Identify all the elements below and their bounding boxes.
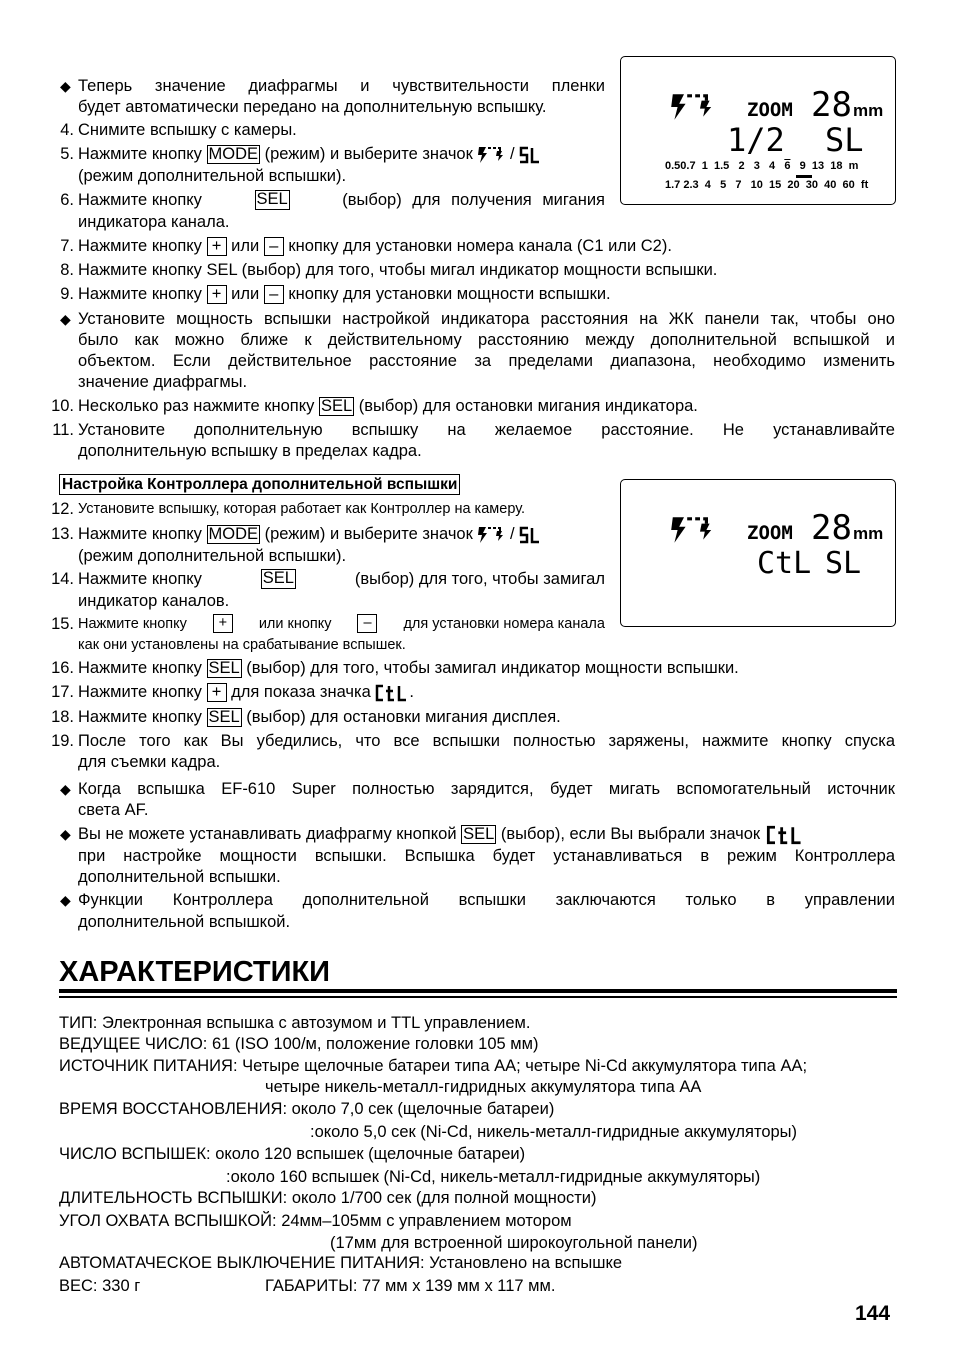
spec-line: четыре никель-металл-гидридных аккумулятора типа АА [265, 1078, 702, 1096]
step-number: 9. [60, 285, 74, 303]
text-line: Функции Контроллера дополнительной вспышки заключаются только в управлении [78, 891, 895, 909]
spec-line: ГАБАРИТЫ: 77 мм х 139 мм х 117 мм. [265, 1277, 556, 1295]
text-line: как они установлены на срабатывание вспышек. [78, 637, 406, 653]
sel-key-label: SEL [320, 397, 353, 415]
spec-line: АВТОМАТАЧЕСКОЕ ВЫКЛЮЧЕНИЕ ПИТАНИЯ: Установлено на вспышке [59, 1254, 623, 1272]
sel-key-label: SEL [463, 825, 495, 843]
step-number: 17. [51, 683, 74, 701]
sel-key-label: SEL [256, 190, 288, 208]
spec-line: УГОЛ ОХВАТА ВСПЫШКОЙ: 24мм–105мм с управлением мотором [59, 1212, 572, 1230]
wireless-flash-icon [477, 525, 505, 545]
sel-key-label: SEL [262, 569, 294, 587]
step-line: Нажмите кнопку + или – кнопку для установки номера канала (С1 или С2). [78, 237, 672, 256]
step-number: 4. [60, 121, 74, 139]
step-number: 14. [51, 570, 74, 588]
zoom-label: ZOOM [747, 99, 793, 121]
minus-key-label: – [264, 237, 284, 256]
focal-length: 28 [811, 85, 852, 125]
spec-line: ИСТОЧНИК ПИТАНИЯ: Четыре щелочные батареи типа АА; четыре Ni-Cd аккумулятора типа АА; [59, 1057, 808, 1075]
text-line: дополнительной вспышкой. [78, 913, 291, 931]
step-number: 12. [51, 500, 74, 518]
step-line [78, 190, 605, 210]
plus-key-label: + [207, 683, 227, 702]
zoom-label: ZOOM [747, 522, 793, 544]
controller-icon [375, 684, 409, 702]
focal-length: 28 [811, 508, 852, 548]
text-line: было как можно ближе к действительному расстоянию между дополнительной вспышкой и [78, 331, 895, 349]
slave-mode-label: SL [825, 546, 862, 581]
wireless-flash-icon [669, 91, 715, 123]
text: / [510, 145, 515, 163]
step-number: 16. [51, 659, 74, 677]
text: Нажмите кнопку [78, 191, 202, 209]
text: Нажмите кнопку [78, 145, 202, 163]
text-line: Нажмите кнопку SEL (выбор) для того, чтобы мигал индикатор мощности вспышки. [78, 261, 718, 279]
step-number: 13. [51, 525, 74, 543]
text-line: После того как Вы убедились, что все вспышки полностью заряжены, нажмите кнопку спуска [78, 732, 895, 750]
spec-line: ТИП: Электронная вспышка с автозумом и TTL управлением. [59, 1014, 531, 1032]
text-line: света AF. [78, 801, 149, 819]
minus-key-label: – [264, 285, 284, 304]
sel-key-label: SEL [208, 659, 240, 677]
bullet: ◆ [60, 892, 71, 908]
text-line: Теперь значение диафрагмы и чувствительности пленки [78, 77, 605, 95]
page-number: 144 [855, 1302, 891, 1325]
text: (выбор) для получения мигания [342, 191, 605, 209]
distance-indicator-bar [796, 175, 812, 178]
lcd-panel-controller [620, 479, 896, 627]
step-line: Несколько раз нажмите кнопку SEL (выбор) для остановки мигания индикатора. [78, 397, 698, 415]
text-line: Установите вспышку, которая работает как Контроллер на камеру. [78, 501, 526, 517]
bullet: ◆ [60, 78, 71, 94]
text-line: Установите мощность вспышки настройкой индикатора расстояния на ЖК панели так, чтобы оно [78, 310, 895, 328]
bullet: ◆ [60, 781, 71, 797]
title-rule [59, 989, 897, 993]
step-line: Вы не можете устанавливать диафрагму кнопкой SEL (выбор), если Вы выбрали значок [78, 824, 805, 845]
spec-line: ДЛИТЕЛЬНОСТЬ ВСПЫШКИ: около 1/700 сек (для полной мощности) [59, 1189, 597, 1207]
step-number: 19. [51, 732, 74, 750]
text-line: Снимите вспышку с камеры. [78, 121, 297, 139]
step-line: Нажмите кнопку MODE (режим) и выберите значок / [78, 524, 541, 545]
slave-mode-icon [519, 526, 541, 544]
power-ratio: 1/2 [727, 121, 785, 159]
step-line: Нажмите кнопку SEL (выбор) для того, чтобы замигал индикатор мощности вспышки. [78, 659, 739, 677]
lcd-panel-slave [620, 56, 896, 205]
step-number: 15. [51, 615, 74, 633]
step-line: Нажмите кнопку + или кнопку – для установки номера канала [78, 615, 605, 632]
mm-label: mm [853, 101, 884, 120]
spec-line: ВРЕМЯ ВОССТАНОВЛЕНИЯ: около 7,0 сек (щелочные батареи) [59, 1100, 555, 1118]
bullet: ◆ [60, 826, 71, 842]
step-line: Нажмите кнопку SEL (выбор) для остановки мигания дисплея. [78, 708, 561, 726]
step-number: 5. [60, 145, 74, 163]
distance-scale-m: 0.50.7 1 1.5 2 3 4 6 9 13 18 m [665, 160, 859, 172]
bullet: ◆ [60, 311, 71, 327]
step-line: Нажмите кнопку SEL (выбор) для того, чтобы замигал [78, 569, 605, 588]
slave-mode-icon [519, 146, 541, 164]
text-line: Установите дополнительную вспышку на желаемое расстояние. Не устанавливайте [78, 421, 895, 439]
distance-scale-ft: 1.7 2.3 4 5 7 10 15 20 30 40 60 ft [665, 179, 869, 191]
controller-icon [765, 825, 805, 845]
step-number: 10. [51, 397, 74, 415]
step-number: 7. [60, 237, 74, 255]
text-line: Когда вспышка EF-610 Super полностью зарядится, будет мигать вспомогательный источник [78, 780, 895, 798]
text-line: при настройке мощности вспышки. Вспышка будет устанавливаться в режим Контроллера [78, 847, 895, 865]
text-line: индикатор каналов. [78, 592, 230, 610]
text-line: (режим дополнительной вспышки). [78, 547, 347, 565]
spec-line: :около 5,0 сек (Ni-Cd, никель-металл-гидридные аккумуляторы) [310, 1123, 798, 1141]
sel-key-label: SEL [208, 708, 240, 726]
spec-line: :около 160 вспышек (Ni-Cd, никель-металл-гидридные аккумуляторы) [226, 1168, 761, 1186]
step-number: 11. [52, 421, 74, 439]
text-line: (режим дополнительной вспышки). [78, 167, 347, 185]
spec-line: (17мм для встроенной широкоугольной панели) [330, 1234, 698, 1252]
text-line: дополнительную вспышку в пределах кадра. [78, 442, 422, 460]
text-line: будет автоматически передано на дополнительную вспышку. [78, 98, 547, 116]
step-number: 8. [60, 261, 74, 279]
text-line: дополнительной вспышки. [78, 868, 281, 886]
title-rule [59, 996, 897, 998]
step-line: Нажмите кнопку + или – кнопку для установки мощности вспышки. [78, 285, 611, 304]
text-line: для съемки кадра. [78, 753, 221, 771]
text-line: значение диафрагмы. [78, 373, 248, 391]
text-line: объектом. Если действительное расстояние за пределами диапазона, необходимо изменить [78, 352, 895, 370]
mm-label: mm [853, 524, 884, 543]
plus-key-label: + [207, 237, 227, 256]
mode-key-label: MODE [208, 525, 259, 543]
plus-key-label: + [207, 285, 227, 304]
text: (режим) и выберите значок [264, 145, 473, 163]
step-line [78, 144, 541, 165]
section-heading: Настройка Контроллера дополнительной вспышки [59, 474, 460, 495]
text-line: индикатора канала. [78, 213, 230, 231]
spec-line: ВЕДУЩЕЕ ЧИСЛО: 61 (ISO 100/м, положение головки 105 мм) [59, 1035, 539, 1053]
wireless-flash-icon [669, 514, 715, 546]
step-number: 6. [60, 191, 74, 209]
spec-line: ВЕС: 330 г [59, 1277, 141, 1295]
controller-label: CtL [757, 546, 812, 581]
page-title: ХАРАКТЕРИСТИКИ [59, 956, 331, 988]
minus-key-label: – [357, 614, 377, 633]
slave-mode-label: SL [825, 121, 864, 159]
step-number: 18. [51, 708, 74, 726]
mode-key-label: MODE [208, 145, 259, 163]
step-line: Нажмите кнопку + для показа значка . [78, 683, 414, 702]
plus-key-label: + [213, 614, 233, 633]
wireless-flash-icon [477, 145, 505, 165]
spec-line: ЧИСЛО ВСПЫШЕК: около 120 вспышек (щелочные батареи) [59, 1145, 526, 1163]
